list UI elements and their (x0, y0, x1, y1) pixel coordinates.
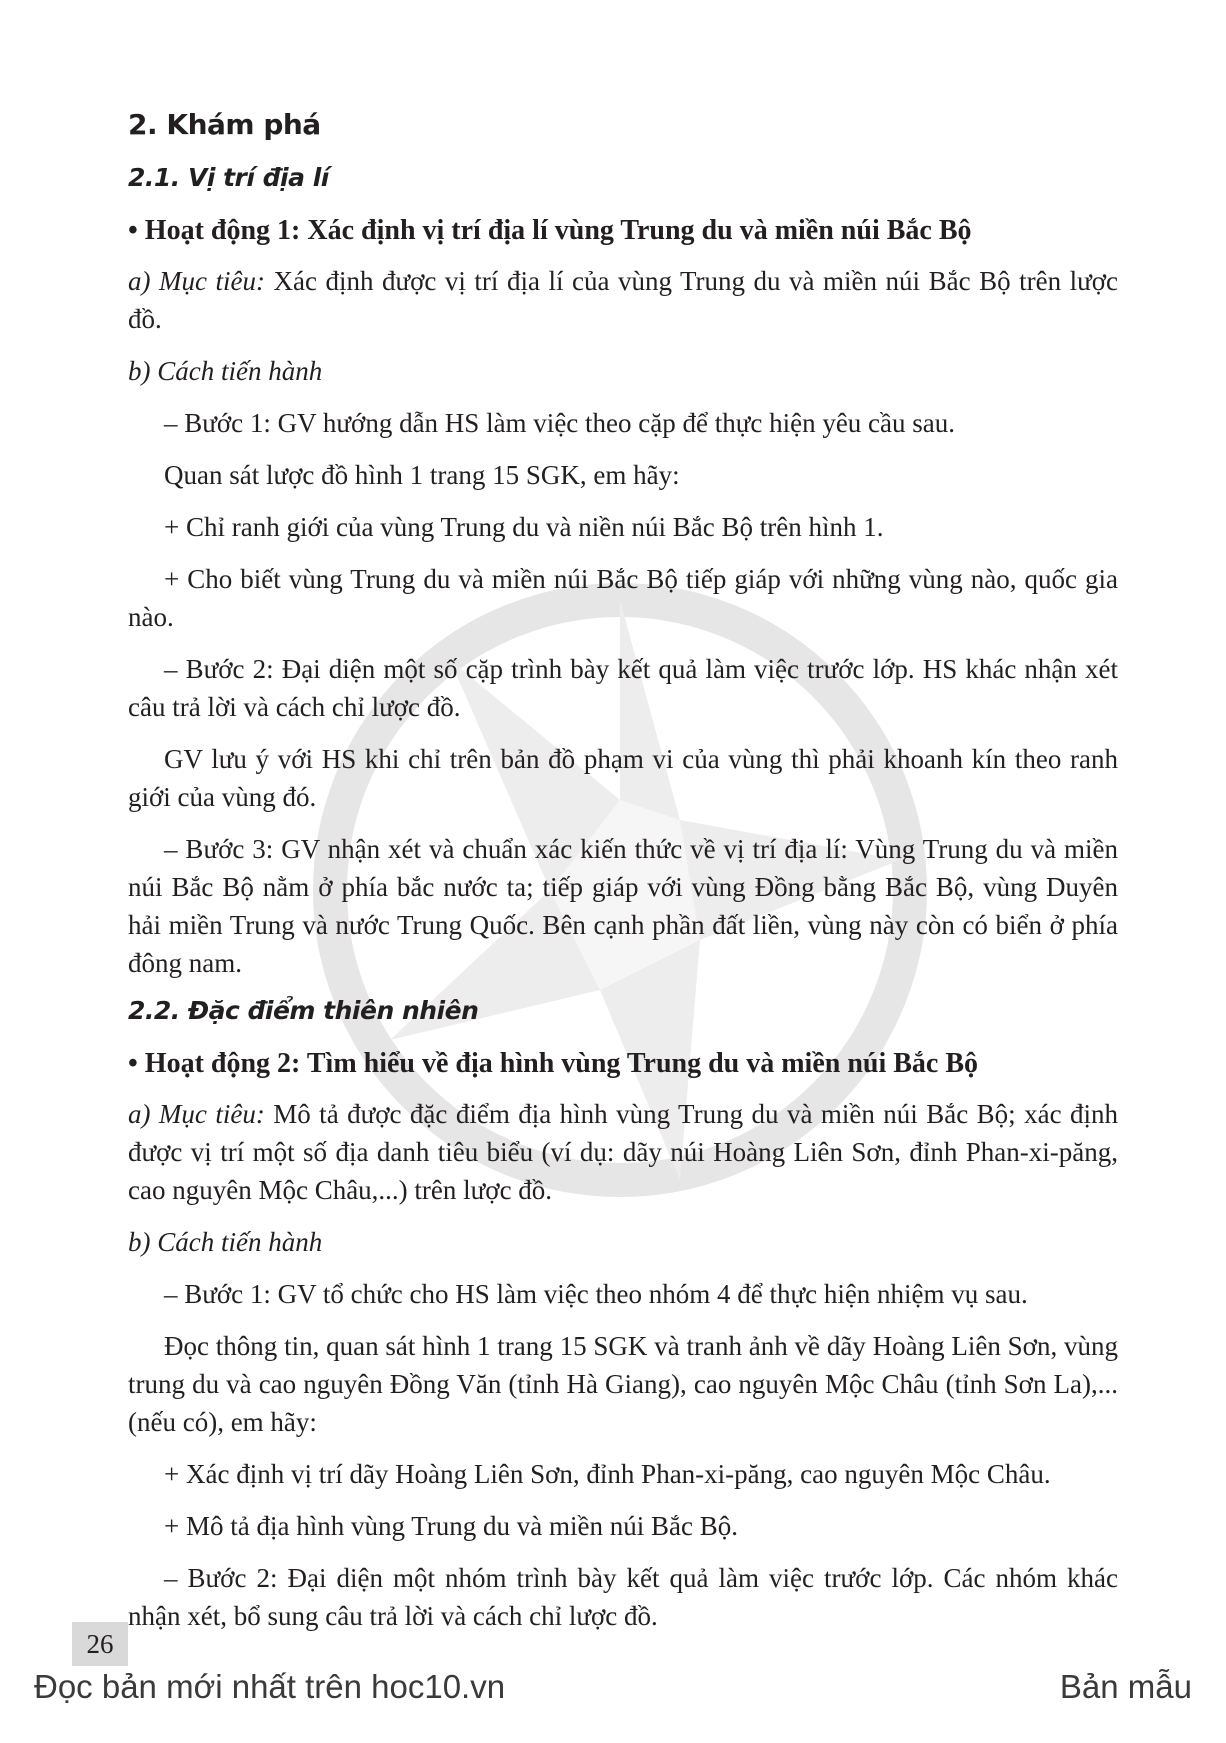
activity-1-step-1: – Bước 1: GV hướng dẫn HS làm việc theo cặp để thực hiện yêu cầu sau. (164, 408, 956, 438)
goal-label: a) Mục tiêu: (128, 266, 265, 296)
page-content (128, 108, 1118, 1649)
page-number: 26 (72, 1622, 128, 1666)
activity-2-task-1: + Xác định vị trí dãy Hoàng Liên Sơn, đỉnh Phan-xi-păng, cao nguyên Mộc Châu. (164, 1459, 1051, 1489)
activity-1-goal (128, 262, 1118, 338)
activity-1-step-3: – Bước 3: GV nhận xét và chuẩn xác kiến thức về vị trí địa lí: Vùng Trung du và miền núi Bắc Bộ nằm ở phía bắc nước ta; tiếp giáp với vùng Đồng bằng Bắc Bộ, vùng Duyên hải miền Trung và nước Trung Quốc. Bên cạnh phần đất liền, vùng này còn có biển ở phía đông nam. (128, 834, 1118, 978)
activity-2-task-2: + Mô tả địa hình vùng Trung du và miền núi Bắc Bộ. (164, 1511, 738, 1541)
goal-text: Mô tả được đặc điểm địa hình vùng Trung du và miền núi Bắc Bộ; xác định được vị trí một số địa danh tiêu biểu (ví dụ: dãy núi Hoàng Liên Sơn, đỉnh Phan-xi-păng, cao nguyên Mộc Châu,...) trên lược đồ. (128, 1099, 1118, 1205)
activity-2-instruction: Đọc thông tin, quan sát hình 1 trang 15 SGK và tranh ảnh về dãy Hoàng Liên Sơn, vùng trung du và cao nguyên Đồng Văn (tỉnh Hà Giang), cao nguyên Mộc Châu (tỉnh Sơn La),... (nếu có), em hãy: (128, 1331, 1118, 1437)
activity-1-instruction: Quan sát lược đồ hình 1 trang 15 SGK, em hãy: (164, 460, 680, 490)
goal-label: a) Mục tiêu: (128, 1099, 265, 1129)
footer-sample-label: Bản mẫu (1059, 1668, 1192, 1705)
activity-1-task-2: + Cho biết vùng Trung du và miền núi Bắc Bộ tiếp giáp với những vùng nào, quốc gia nào. (128, 564, 1118, 632)
activity-1-method-label: b) Cách tiến hành (128, 356, 323, 386)
subsection-title-nature: 2.2. Đặc điểm thiên nhiên (128, 996, 479, 1025)
activity-1-title: • Hoạt động 1: Xác định vị trí địa lí vùng Trung du và miền núi Bắc Bộ (128, 215, 972, 246)
activity-1-note: GV lưu ý với HS khi chỉ trên bản đồ phạm vi của vùng thì phải khoanh kín theo ranh giới của vùng đó. (128, 744, 1118, 812)
activity-2-method-label: b) Cách tiến hành (128, 1227, 323, 1257)
activity-2-title: • Hoạt động 2: Tìm hiểu về địa hình vùng Trung du và miền núi Bắc Bộ (128, 1048, 979, 1079)
goal-text: Xác định được vị trí địa lí của vùng Trung du và miền núi Bắc Bộ trên lược đồ. (128, 266, 1118, 334)
activity-2-step-1: – Bước 1: GV tổ chức cho HS làm việc theo nhóm 4 để thực hiện nhiệm vụ sau. (164, 1279, 1028, 1309)
activity-2-step-2: – Bước 2: Đại diện một nhóm trình bày kết quả làm việc trước lớp. Các nhóm khác nhận xét, bổ sung câu trả lời và cách chỉ lược đồ. (128, 1563, 1118, 1631)
footer-link-text: Đọc bản mới nhất trên hoc10.vn (34, 1668, 506, 1705)
section-title: 2. Khám phá (128, 108, 321, 141)
activity-2-goal (128, 1095, 1118, 1209)
subsection-title-location: 2.1. Vị trí địa lí (128, 163, 329, 192)
activity-1-step-2: – Bước 2: Đại diện một số cặp trình bày kết quả làm việc trước lớp. HS khác nhận xét câu trả lời và cách chỉ lược đồ. (128, 654, 1118, 722)
activity-1-task-1: + Chỉ ranh giới của vùng Trung du và niền núi Bắc Bộ trên hình 1. (164, 512, 884, 542)
